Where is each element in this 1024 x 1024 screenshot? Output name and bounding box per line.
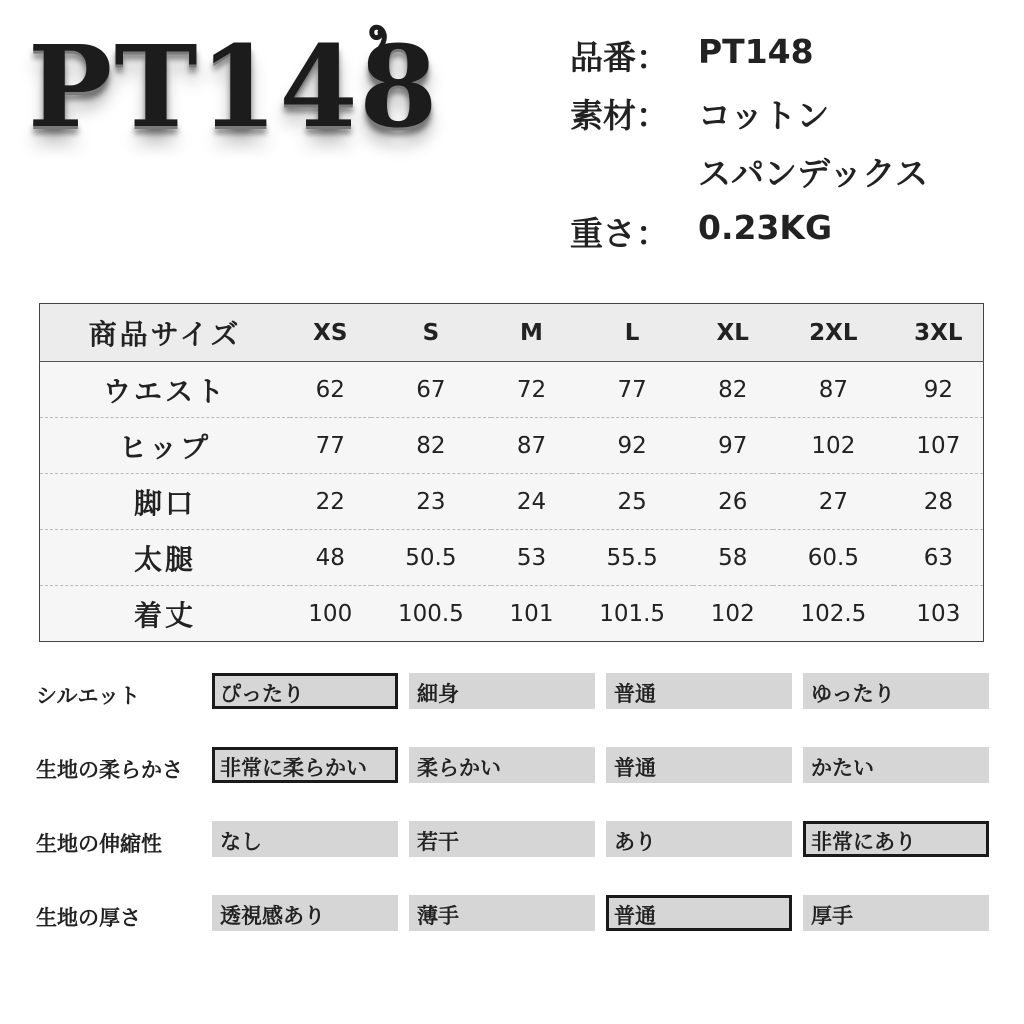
attr-row-softness — [0, 746, 1024, 786]
table-cell: 77 — [290, 418, 371, 474]
table-row — [40, 530, 984, 586]
table-cell: 25 — [572, 474, 693, 530]
table-cell: 58 — [693, 530, 774, 586]
table-cell: 60.5 — [773, 530, 894, 586]
table-cell: 87 — [773, 362, 894, 418]
table-row — [40, 474, 984, 530]
spec-label: 素材： — [570, 96, 669, 135]
table-cell: 27 — [773, 474, 894, 530]
attr-option: 柔らかい — [409, 747, 595, 783]
table-row — [40, 362, 984, 418]
table-cell: 97 — [693, 418, 774, 474]
table-cell: 55.5 — [572, 530, 693, 586]
table-cell: 102 — [773, 418, 894, 474]
table-cell: 102 — [710, 600, 755, 627]
table-cell: 100.5 — [397, 600, 464, 627]
attr-row-thickness — [0, 894, 1024, 934]
table-cell: 53 — [491, 530, 572, 586]
attr-option: ゆったり — [803, 673, 989, 709]
attr-row-silhouette — [0, 672, 1024, 712]
size-header-cell: XS — [290, 304, 371, 362]
size-header-cell: S — [371, 304, 492, 362]
table-cell: 26 — [693, 474, 774, 530]
spec-label: 品番： — [570, 38, 669, 77]
row-label: ウエスト — [40, 362, 291, 418]
attr-option: 透視感あり — [212, 895, 398, 931]
spec-value: コットン — [698, 96, 830, 135]
table-cell: 24 — [491, 474, 572, 530]
attr-option: 細身 — [409, 673, 595, 709]
table-cell: 87 — [491, 418, 572, 474]
attr-option: 普通 — [606, 895, 792, 931]
table-cell: 101.5 — [599, 600, 666, 627]
swirl-ornament-icon — [348, 20, 408, 80]
table-cell: 82 — [371, 418, 492, 474]
size-header-label: 商品サイズ — [40, 304, 291, 362]
size-header-cell: XL — [693, 304, 774, 362]
table-row — [40, 586, 984, 642]
attr-label: 生地の厚さ — [36, 906, 141, 930]
table-cell: 103 — [916, 600, 961, 627]
size-table — [39, 303, 984, 642]
table-cell: 72 — [491, 362, 572, 418]
spec-label: 重さ： — [570, 214, 669, 253]
row-label: ヒップ — [40, 418, 291, 474]
attr-row-stretch — [0, 820, 1024, 860]
attr-option: 非常にあり — [803, 821, 989, 857]
table-cell: 101 — [509, 600, 554, 627]
table-cell: 28 — [894, 474, 984, 530]
spec-value: 0.23KG — [698, 208, 833, 247]
attr-option: ぴったり — [212, 673, 398, 709]
attr-option: 非常に柔らかい — [212, 747, 398, 783]
table-cell: 92 — [894, 362, 984, 418]
size-header-cell: L — [572, 304, 693, 362]
size-header-cell: 3XL — [894, 304, 984, 362]
size-header-cell: M — [491, 304, 572, 362]
table-cell: 102.5 — [800, 600, 867, 627]
table-cell: 107 — [894, 418, 984, 474]
row-label: 着丈 — [133, 598, 196, 632]
table-cell: 48 — [290, 530, 371, 586]
size-header-cell: 2XL — [773, 304, 894, 362]
attr-option: 普通 — [606, 747, 792, 783]
table-cell: 92 — [572, 418, 693, 474]
table-cell: 100 — [308, 600, 353, 627]
table-cell: 22 — [290, 474, 371, 530]
attr-option: 厚手 — [803, 895, 989, 931]
table-cell: 62 — [290, 362, 371, 418]
attr-option: かたい — [803, 747, 989, 783]
attr-label: 生地の伸縮性 — [36, 832, 162, 856]
table-row — [40, 418, 984, 474]
attr-option: 薄手 — [409, 895, 595, 931]
spec-value: PT148 — [698, 32, 814, 71]
table-cell: 23 — [371, 474, 492, 530]
attr-label: シルエット — [36, 684, 141, 708]
attr-option: あり — [606, 821, 792, 857]
attr-option: 普通 — [606, 673, 792, 709]
table-cell: 63 — [894, 530, 984, 586]
row-label: 脚口 — [40, 474, 291, 530]
spec-value: スパンデックス — [698, 154, 929, 193]
size-header-row — [40, 304, 984, 362]
logo-text: PT148 — [28, 22, 440, 153]
attr-option: 若干 — [409, 821, 595, 857]
attr-option: なし — [212, 821, 398, 857]
attr-label: 生地の柔らかさ — [36, 758, 183, 782]
table-cell: 50.5 — [371, 530, 492, 586]
product-logo — [28, 20, 440, 170]
table-cell: 82 — [693, 362, 774, 418]
table-cell: 77 — [572, 362, 693, 418]
table-cell: 67 — [371, 362, 492, 418]
row-label: 太腿 — [40, 530, 291, 586]
